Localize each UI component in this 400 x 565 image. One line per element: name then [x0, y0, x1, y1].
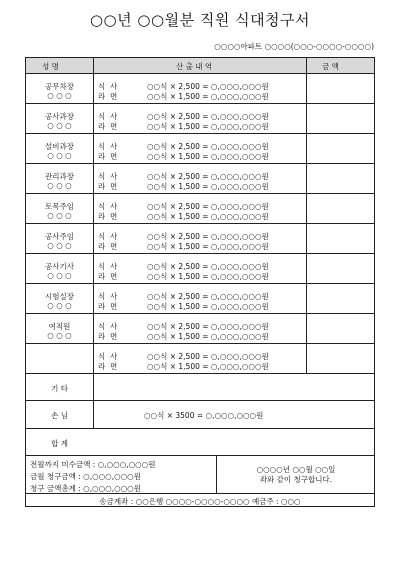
staff-person: ○ ○ ○: [47, 151, 72, 160]
meal-label: 식 사: [98, 82, 118, 91]
noodle-label: 라 면: [98, 332, 118, 341]
table-row: [26, 104, 374, 134]
staff-role: 관리과장: [45, 172, 74, 181]
staff-role: 설비과장: [45, 142, 74, 151]
total-row: [26, 429, 374, 456]
noodle-label: 라 면: [98, 272, 118, 281]
current-claim: 금월 청구금액 : ○,○○○,○○○원: [30, 472, 141, 481]
noodle-calc: ○○식 × 1,500 = ○,○○○,○○○원: [147, 152, 269, 161]
claim-total: 청구 금액총계 : ○,○○○,○○○원: [30, 484, 141, 493]
noodle-calc: ○○식 × 1,500 = ○,○○○,○○○원: [147, 362, 269, 371]
table-row: [26, 134, 374, 164]
noodle-calc: ○○식 × 1,500 = ○,○○○,○○○원: [147, 272, 269, 281]
meal-calc: ○○식 × 2,500 = ○,○○○,○○○원: [147, 172, 269, 181]
noodle-label: 라 면: [98, 242, 118, 251]
noodle-label: 라 면: [98, 212, 118, 221]
meal-label: 식 사: [98, 232, 118, 241]
prev-unpaid: 전월까지 미수금액 : ○,○○○,○○○원: [30, 460, 156, 469]
meal-calc: ○○식 × 2,500 = ○,○○○,○○○원: [147, 82, 269, 91]
staff-role: 공사주임: [45, 232, 74, 241]
noodle-calc: ○○식 × 1,500 = ○,○○○,○○○원: [147, 122, 269, 131]
meal-calc: ○○식 × 2,500 = ○,○○○,○○○원: [147, 322, 269, 331]
noodle-label: 라 면: [98, 92, 118, 101]
staff-role: 토목주임: [45, 202, 74, 211]
staff-role: 공사기사: [45, 262, 74, 271]
claim-date: ○○○○년 ○○월 ○○일: [256, 465, 336, 474]
header-detail: 산 출 내 역: [176, 62, 213, 71]
staff-role: 공사과장: [45, 112, 74, 121]
document-title: ○○년 ○○월분 직원 식대청구서: [89, 11, 311, 29]
table-row: [26, 254, 374, 284]
grid-line-footer: [216, 456, 217, 494]
noodle-label: 라 면: [98, 182, 118, 191]
meal-label: 식 사: [98, 112, 118, 121]
table-row: [26, 344, 374, 374]
noodle-label: 라 면: [98, 152, 118, 161]
meal-label: 식 사: [98, 142, 118, 151]
etc-row: [26, 374, 374, 401]
apartment-contact: ○○○○아파트 ○○○○(○○○-○○○○-○○○○): [214, 42, 374, 51]
footer-summary: [26, 456, 374, 494]
staff-person: ○ ○ ○: [47, 331, 72, 340]
meal-label: 식 사: [98, 172, 118, 181]
staff-role: 시험실장: [45, 292, 74, 301]
grid-line-amount: [306, 58, 307, 374]
noodle-calc: ○○식 × 1,500 = ○,○○○,○○○원: [147, 332, 269, 341]
guest-row: [26, 401, 374, 429]
claim-table: [25, 57, 375, 507]
claim-statement: 좌와 같이 청구합니다.: [259, 475, 333, 484]
meal-calc: ○○식 × 2,500 = ○,○○○,○○○원: [147, 292, 269, 301]
header-amount: 금 액: [322, 62, 339, 71]
staff-person: ○ ○ ○: [47, 271, 72, 280]
staff-person: ○ ○ ○: [47, 121, 72, 130]
meal-label: 식 사: [98, 262, 118, 271]
meal-label: 식 사: [98, 292, 118, 301]
noodle-calc: ○○식 × 1,500 = ○,○○○,○○○원: [147, 212, 269, 221]
guest-label: 손 님: [51, 411, 68, 420]
noodle-calc: ○○식 × 1,500 = ○,○○○,○○○원: [147, 182, 269, 191]
staff-person: ○ ○ ○: [47, 241, 72, 250]
staff-person: ○ ○ ○: [47, 91, 72, 100]
header-name: 성 명: [42, 62, 59, 71]
noodle-label: 라 면: [98, 302, 118, 311]
noodle-calc: ○○식 × 1,500 = ○,○○○,○○○원: [147, 92, 269, 101]
noodle-label: 라 면: [98, 362, 118, 371]
meal-calc: ○○식 × 2,500 = ○,○○○,○○○원: [147, 112, 269, 121]
meal-label: 식 사: [98, 202, 118, 211]
staff-person: ○ ○ ○: [47, 181, 72, 190]
meal-calc: ○○식 × 2,500 = ○,○○○,○○○원: [147, 202, 269, 211]
staff-role: 여직원: [48, 322, 71, 331]
guest-calc: ○○식 × 3500 = ○,○○○,○○○원: [144, 411, 264, 420]
table-header: [26, 58, 374, 74]
meal-calc: ○○식 × 2,500 = ○,○○○,○○○원: [147, 352, 269, 361]
noodle-calc: ○○식 × 1,500 = ○,○○○,○○○원: [147, 302, 269, 311]
meal-calc: ○○식 × 2,500 = ○,○○○,○○○원: [147, 262, 269, 271]
etc-label: 기 타: [51, 384, 68, 393]
staff-person: ○ ○ ○: [47, 301, 72, 310]
noodle-calc: ○○식 × 1,500 = ○,○○○,○○○원: [147, 242, 269, 251]
grid-line-name: [93, 58, 94, 429]
staff-role: 공무차장: [45, 82, 74, 91]
meal-calc: ○○식 × 2,500 = ○,○○○,○○○원: [147, 232, 269, 241]
bank-account: 송금계좌 : ○○은행 ○○○○-○○○○-○○○○ 예금주 : ○○○: [99, 497, 301, 506]
meal-label: 식 사: [98, 352, 118, 361]
staff-person: ○ ○ ○: [47, 211, 72, 220]
table-row: [26, 164, 374, 194]
meal-calc: ○○식 × 2,500 = ○,○○○,○○○원: [147, 142, 269, 151]
table-row: [26, 194, 374, 224]
table-row: [26, 284, 374, 314]
table-row: [26, 74, 374, 104]
table-row: [26, 314, 374, 344]
meal-label: 식 사: [98, 322, 118, 331]
noodle-label: 라 면: [98, 122, 118, 131]
table-row: [26, 224, 374, 254]
total-label: 합 계: [51, 439, 68, 448]
